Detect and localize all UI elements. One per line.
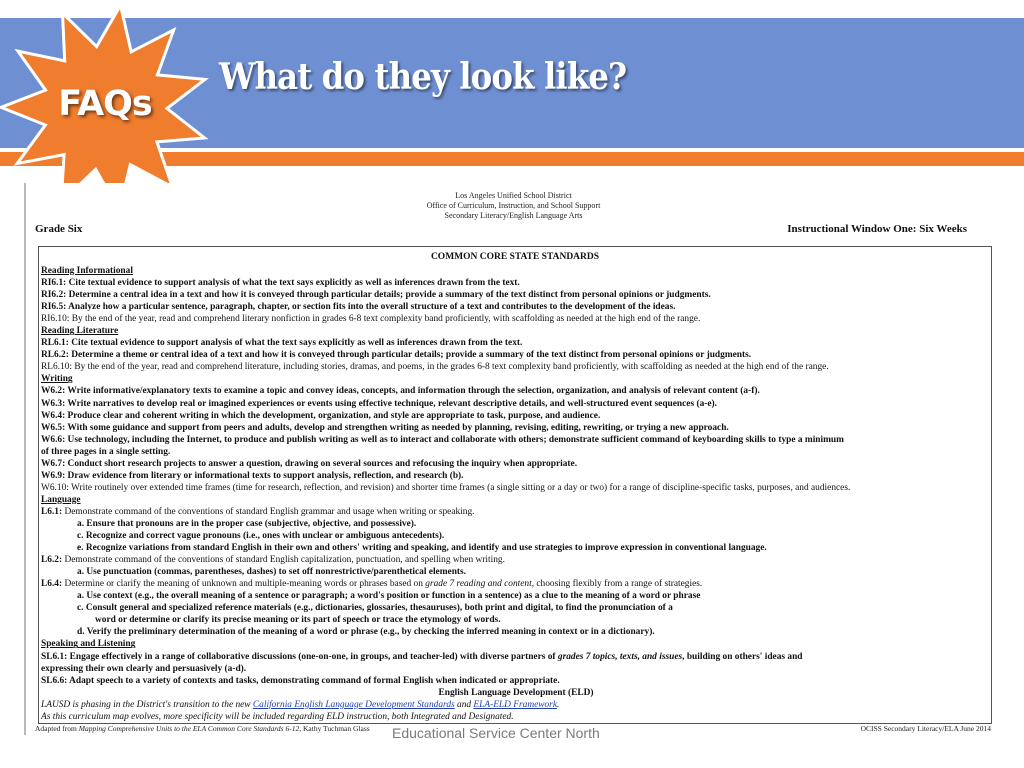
document-footer-right: OCISS Secondary Literacy/ELA June 2014: [860, 724, 991, 733]
grade-label: Grade Six: [35, 223, 83, 235]
standard-code: L6.1:: [41, 506, 63, 517]
standard-text: Demonstrate command of the conventions of standard English capitalization, punctuation, and spelling when writing.: [62, 555, 505, 566]
standard-line: [41, 265, 991, 277]
standard-text: a. Use punctuation (commas, parentheses, dashes) to set off nonrestrictive/parenthetical elements.: [77, 567, 467, 578]
standard-text: W6.9: Draw evidence from literary or informational texts to support analysis, reflection, and research (b).: [41, 470, 464, 481]
standard-text: Reading Informational: [41, 266, 133, 276]
standard-line: [41, 277, 991, 289]
standard-text: W6.7: Conduct short research projects to answer a question, drawing on several sources and refocusing the inquiry when appropriate.: [41, 458, 578, 469]
standard-line: [41, 614, 991, 626]
standards-title: COMMON CORE STATE STANDARDS: [430, 252, 600, 262]
standard-line: [41, 458, 991, 470]
office-name: Office of Curriculum, Instruction, and School Support: [426, 201, 601, 210]
standard-line: [41, 482, 991, 494]
standard-code: L6.4:: [41, 579, 63, 590]
standard-text: RI6.1: Cite textual evidence to support analysis of what the text says explicitly as well as inferences drawn from the text.: [41, 278, 520, 289]
standard-text: RI6.5: Analyze how a particular sentence, paragraph, chapter, or section fits into the overall structure of a text and contributes to the development of the ideas.: [41, 302, 676, 313]
standard-line: [41, 470, 991, 482]
standard-line: [41, 289, 991, 301]
standard-text-cont: , building on others' ideas and: [682, 651, 803, 662]
standard-line: [41, 361, 991, 373]
standard-line: [41, 446, 991, 458]
standard-text: c. Recognize and correct vague pronouns (i.e., ones with unclear or ambiguous antecedents).: [77, 531, 445, 542]
standard-line: [41, 638, 991, 650]
faqs-badge: FAQs: [58, 84, 152, 124]
standard-text: word or determine or clarify its precise meaning or its part of speech or trace the etymology of words.: [95, 615, 501, 626]
standard-line: [41, 626, 991, 638]
standards-box: [38, 246, 992, 724]
standard-text: LAUSD is phasing in the District's transition to the new: [41, 699, 253, 710]
standard-line: [41, 602, 991, 614]
standard-line: [41, 349, 991, 361]
standard-line: [41, 385, 991, 397]
standard-text: RL6.10: By the end of the year, read and comprehend literature, including stories, dramas, and poems, in the grades 6-8 text complexity band proficiently, with scaffolding as needed at the high end of the range.: [41, 362, 829, 373]
standard-text: W6.10: Write routinely over extended time frames (time for research, reflection, and revision) and shorter time frames (a single sitting or a day or two) for a range of discipline-specific tasks, purposes, and audiences.: [41, 482, 851, 493]
standard-text: RI6.10: By the end of the year, read and comprehend literary nonfiction in grades 6-8 text complexity band proficiently, with scaffolding as needed at the high end of the range.: [41, 314, 701, 325]
standard-line: [41, 434, 991, 446]
standard-text: Language: [41, 494, 81, 505]
standard-text: W6.5: With some guidance and support from peers and adults, develop and strengthen writing as needed by planning, revising, editing, rewriting, or trying a new approach.: [41, 422, 729, 433]
standard-line: [41, 675, 991, 687]
standard-line: [41, 578, 991, 590]
standard-code: L6.2:: [41, 555, 63, 566]
standard-line: [41, 301, 991, 313]
standard-text: Speaking and Listening: [41, 639, 136, 650]
standard-text: RL6.1: Cite textual evidence to support analysis of what the text says explicitly as well as inferences drawn from the text.: [41, 338, 523, 349]
standard-line: [41, 663, 991, 675]
standard-line: [41, 373, 991, 385]
standard-text: W6.4: Produce clear and coherent writing in which the development, organization, and style are appropriate to task, purpose, and audience.: [41, 410, 601, 421]
standard-text: Determine or clarify the meaning of unknown and multiple-meaning words or phrases based on: [62, 579, 426, 590]
standard-text: Demonstrate command of the conventions of standard English grammar and usage when writing or speaking.: [62, 506, 475, 517]
standard-text: Writing: [41, 374, 73, 385]
standard-line: [41, 554, 991, 566]
standard-line: [41, 651, 991, 663]
standard-line: [41, 494, 991, 506]
ela-eld-framework-link[interactable]: ELA-ELD Framework: [473, 699, 557, 710]
standard-text: SL6.6: Adapt speech to a variety of contexts and tasks, demonstrating command of formal English when indicated or appropriate.: [41, 675, 560, 686]
standard-line: [41, 518, 991, 530]
standard-text: English Language Development (ELD): [438, 687, 594, 698]
standard-line: [41, 542, 991, 554]
instructional-window: Instructional Window One: Six Weeks: [787, 223, 967, 235]
standard-line: [41, 422, 991, 434]
standard-line: [41, 566, 991, 578]
standard-text-end: .: [557, 699, 560, 710]
standard-text: of three pages in a single setting.: [41, 446, 171, 457]
standard-line: [41, 711, 991, 723]
standard-line: [41, 337, 991, 349]
slide-title: What do they look like?: [219, 56, 627, 98]
document-footer-left: [35, 724, 370, 733]
standard-text: W6.6: Use technology, including the Internet, to produce and publish writing as well as to interact and collaborate with others; demonstrate sufficient command of keyboarding skills to type a minimum: [41, 434, 844, 445]
standards-list: [39, 265, 991, 723]
standard-text: a. Ensure that pronouns are in the proper case (subjective, objective, and possessive).: [77, 518, 417, 529]
footer-left-author: , Kathy Tuchman Glass: [299, 724, 370, 733]
standard-text-cont: and: [454, 699, 474, 710]
standard-line: [41, 410, 991, 422]
footer-left-source: Mapping Comprehensive Units to the ELA Common Core Standards 6-12: [78, 724, 300, 733]
slide-footer: Educational Service Center North: [392, 725, 600, 741]
district-name: Los Angeles Unified School District: [455, 191, 572, 200]
standard-line: [41, 313, 991, 325]
standard-line: [41, 398, 991, 410]
standard-line: [41, 699, 991, 711]
eld-standards-link[interactable]: California English Language Development Standards: [252, 699, 455, 710]
standard-text-cont: , choosing flexibly from a range of strategies.: [531, 579, 703, 590]
standard-line: [41, 325, 991, 337]
standard-text: a. Use context (e.g., the overall meaning of a sentence or paragraph; a word's position or function in a sentence) as a clue to the meaning of a word or phrase: [77, 591, 701, 602]
standard-line: [41, 530, 991, 542]
standard-text: e. Recognize variations from standard English in their own and others' writing and speaking, and identify and use strategies to improve expression in conventional language.: [77, 543, 767, 554]
standard-line: [41, 687, 991, 699]
footer-left-prefix: Adapted from: [35, 724, 79, 733]
document-header: [26, 191, 1001, 221]
standard-text: RI6.2: Determine a central idea in a text and how it is conveyed through particular details; provide a summary of the text distinct from personal opinions or judgments.: [41, 290, 711, 301]
standard-text: RL6.2: Determine a theme or central idea of a text and how it is conveyed through particular details; provide a summary of the text distinct from personal opinions or judgments.: [41, 350, 752, 361]
standard-text: c. Consult general and specialized reference materials (e.g., dictionaries, glossaries, thesauruses), both print and digital, to find the pronunciation of a: [77, 603, 673, 614]
standard-emphasis: grades 7 topics, texts, and issues: [557, 651, 683, 662]
department-name: Secondary Literacy/English Language Arts: [444, 211, 583, 220]
standard-emphasis: grade 7 reading and content: [425, 579, 532, 590]
standard-text: As this curriculum map evolves, more specificity will be included regarding ELD instruction, both Integrated and Designated.: [41, 711, 514, 722]
standard-text: Reading Literature: [41, 326, 119, 337]
standard-line: [41, 506, 991, 518]
curriculum-document: [24, 183, 1001, 735]
standard-line: [41, 590, 991, 602]
standard-text: W6.2: Write informative/explanatory texts to examine a topic and convey ideas, concepts, and information through the selection, organization, and analysis of relevant content (a-f).: [41, 386, 760, 397]
standard-text: SL6.1: Engage effectively in a range of collaborative discussions (one-on-one, in groups, and teacher-led) with diverse partners of: [41, 651, 558, 662]
standard-text: d. Verify the preliminary determination of the meaning of a word or phrase (e.g., by checking the inferred meaning in context or in a dictionary).: [77, 627, 655, 638]
standard-text: W6.3: Write narratives to develop real or imagined experiences or events using effective technique, relevant descriptive details, and well-structured event sequences (a-e).: [41, 398, 718, 409]
standard-text: expressing their own clearly and persuasively (a-d).: [41, 663, 247, 674]
